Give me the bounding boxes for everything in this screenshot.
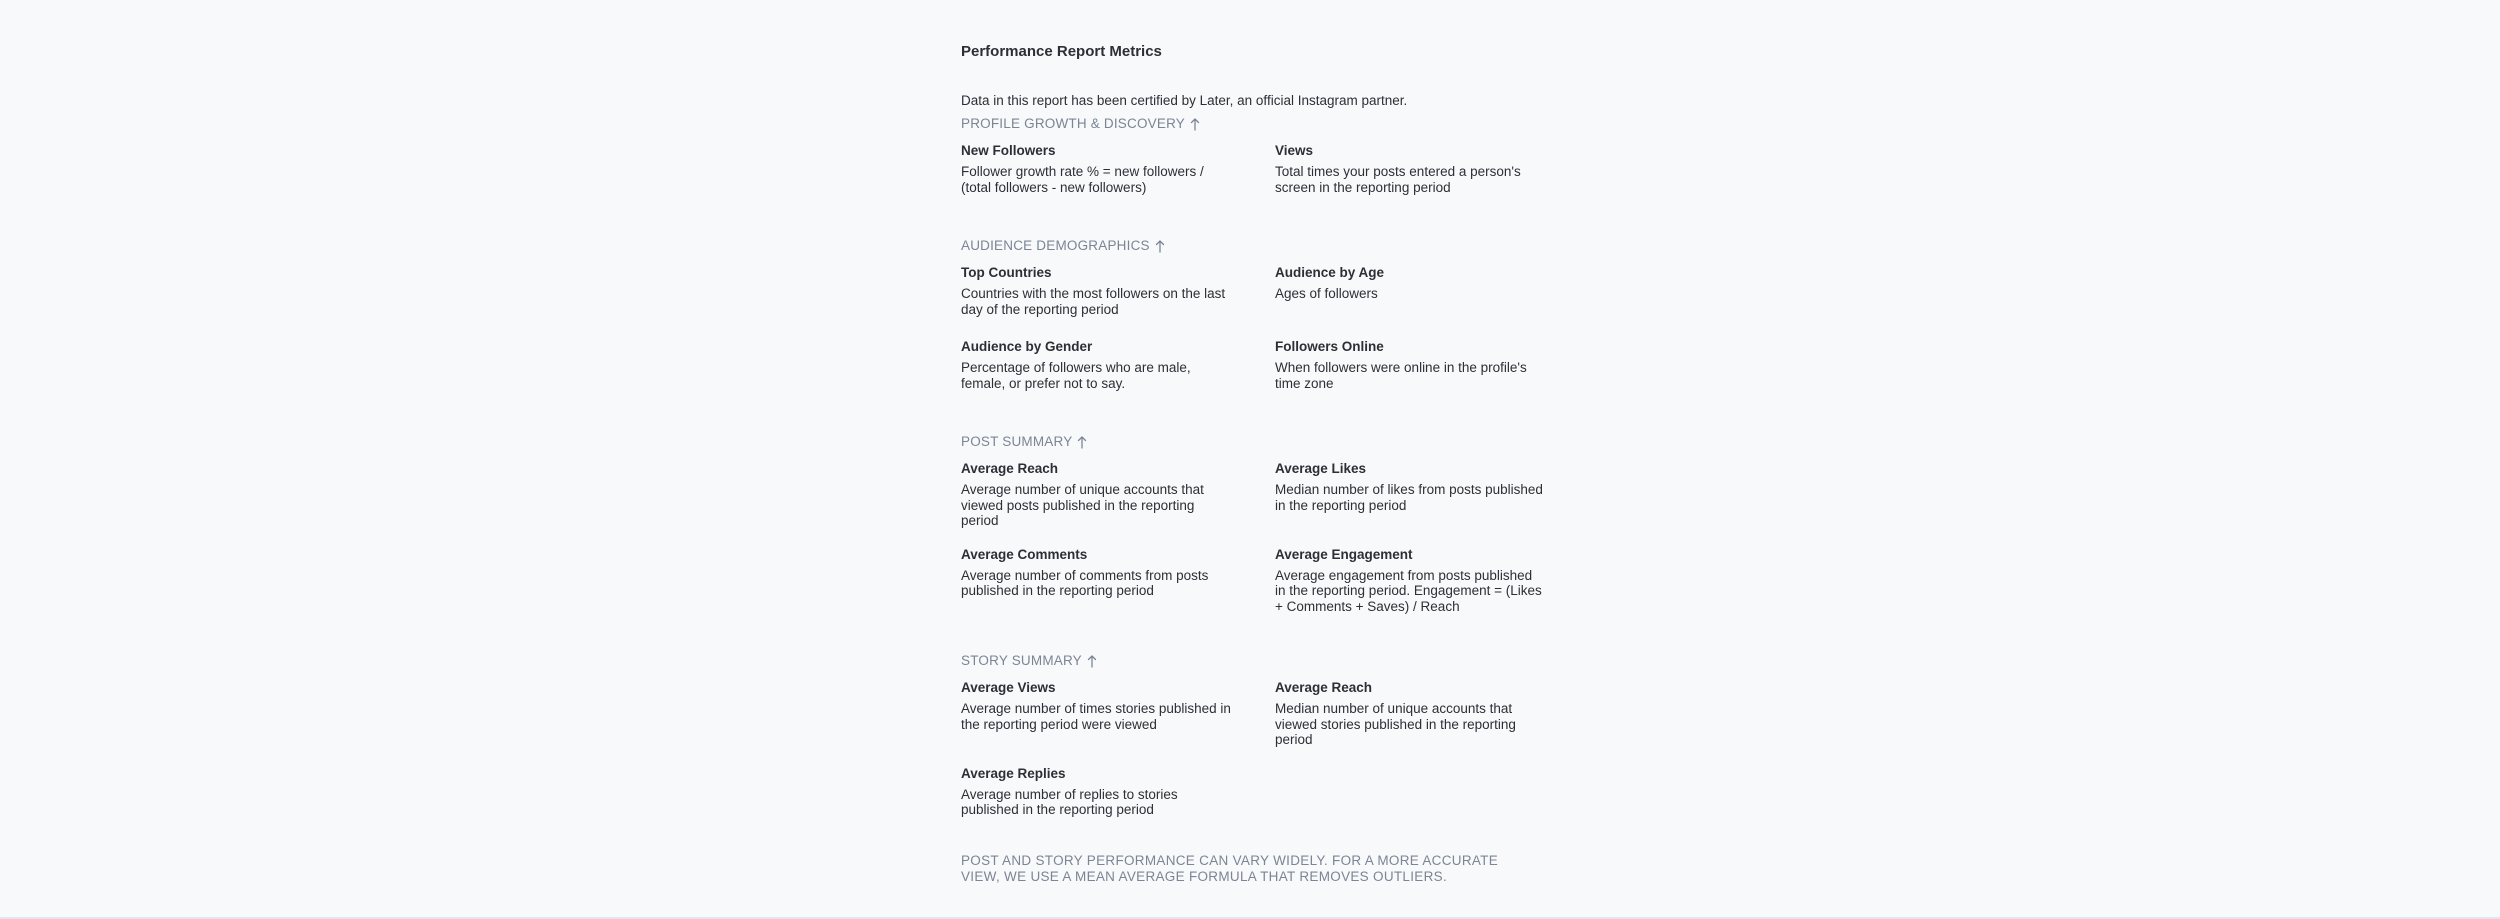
section-header-label: AUDIENCE DEMOGRAPHICS bbox=[961, 238, 1150, 253]
metric-name: Average Comments bbox=[961, 546, 1088, 562]
metric-description: When followers were online in the profile's time zone bbox=[1275, 360, 1527, 391]
metrics-grid bbox=[961, 678, 1601, 838]
metric-views bbox=[1275, 141, 1565, 199]
arrow-up-icon bbox=[1155, 239, 1165, 253]
metric-description: Median number of unique accounts that viewed stories published in the reporting period bbox=[1275, 701, 1516, 747]
metrics-grid bbox=[961, 141, 1601, 215]
section-header-profile-growth[interactable] bbox=[961, 114, 1601, 134]
metric-description: Countries with the most followers on the last day of the reporting period bbox=[961, 286, 1226, 317]
metric-description: Median number of likes from posts published in the reporting period bbox=[1275, 482, 1543, 513]
section-header-label: STORY SUMMARY bbox=[961, 653, 1082, 668]
metric-top-countries bbox=[961, 263, 1275, 321]
metric-description: Average number of unique accounts that viewed posts published in the reporting period bbox=[961, 482, 1204, 528]
metric-name: Views bbox=[1275, 143, 1314, 158]
section-header-audience-demographics[interactable] bbox=[961, 236, 1601, 256]
metric-name: Top Countries bbox=[961, 265, 1052, 280]
section-story-summary bbox=[961, 651, 1601, 838]
metric-description: Average number of times stories published in the reporting period were viewed bbox=[961, 701, 1231, 732]
metric-description: Total times your posts entered a person's screen in the reporting period bbox=[1275, 164, 1521, 195]
metric-followers-online bbox=[1275, 337, 1565, 395]
arrow-up-icon bbox=[1077, 435, 1087, 449]
metric-description: Average number of comments from posts published in the reporting period bbox=[961, 567, 1209, 598]
arrow-up-icon bbox=[1190, 117, 1200, 131]
metric-name: Audience by Age bbox=[1275, 265, 1385, 280]
page-title: Performance Report Metrics bbox=[961, 43, 1162, 60]
metric-description: Ages of followers bbox=[1275, 286, 1378, 301]
metric-name: Average Reach bbox=[1275, 680, 1373, 695]
metrics-report bbox=[961, 40, 1601, 859]
metrics-grid bbox=[961, 459, 1601, 630]
metric-audience-by-gender bbox=[961, 337, 1275, 395]
section-header-label: PROFILE GROWTH & DISCOVERY bbox=[961, 116, 1185, 131]
footnote: POST AND STORY PERFORMANCE CAN VARY WIDELY. FOR A MORE ACCURATE VIEW, WE USE A MEAN AVERAGE FORMULA THAT REMOVES OUTLIERS. bbox=[961, 853, 1499, 884]
metric-name: Average Likes bbox=[1275, 461, 1367, 476]
metric-name: Average Engagement bbox=[1275, 546, 1413, 562]
section-header-story-summary[interactable] bbox=[961, 651, 1601, 671]
section-post-summary bbox=[961, 432, 1601, 630]
section-header-label: POST SUMMARY bbox=[961, 434, 1073, 449]
metric-new-followers bbox=[961, 141, 1275, 199]
metric-audience-by-age bbox=[1275, 263, 1565, 321]
metric-description: Average number of replies to stories published in the reporting period bbox=[961, 786, 1178, 817]
metric-average-engagement bbox=[1275, 545, 1565, 615]
metric-average-likes bbox=[1275, 459, 1565, 529]
metric-name: Average Views bbox=[961, 680, 1056, 695]
arrow-up-icon bbox=[1087, 654, 1097, 668]
metric-description: Follower growth rate % = new followers / (total followers - new followers) bbox=[961, 164, 1204, 195]
metric-average-replies bbox=[961, 764, 1275, 822]
metric-average-reach-posts bbox=[961, 459, 1275, 529]
metrics-grid bbox=[961, 263, 1601, 411]
section-audience-demographics bbox=[961, 236, 1601, 411]
metric-name: Followers Online bbox=[1275, 339, 1384, 354]
section-header-post-summary[interactable] bbox=[961, 432, 1601, 452]
metric-name: New Followers bbox=[961, 143, 1056, 158]
section-profile-growth bbox=[961, 114, 1601, 215]
metric-description: Average engagement from posts published in the reporting period. Engagement = (Likes + Comments + Saves) / Reach bbox=[1275, 567, 1542, 614]
metric-description: Percentage of followers who are male, female, or prefer not to say. bbox=[961, 360, 1191, 391]
metric-average-comments bbox=[961, 545, 1275, 615]
certification-note: Data in this report has been certified by Later, an official Instagram partner. bbox=[961, 93, 1408, 108]
metric-name: Average Replies bbox=[961, 765, 1066, 781]
metric-name: Audience by Gender bbox=[961, 339, 1093, 354]
metric-average-views bbox=[961, 678, 1275, 748]
metric-name: Average Reach bbox=[961, 461, 1059, 476]
metric-average-reach-stories bbox=[1275, 678, 1565, 748]
